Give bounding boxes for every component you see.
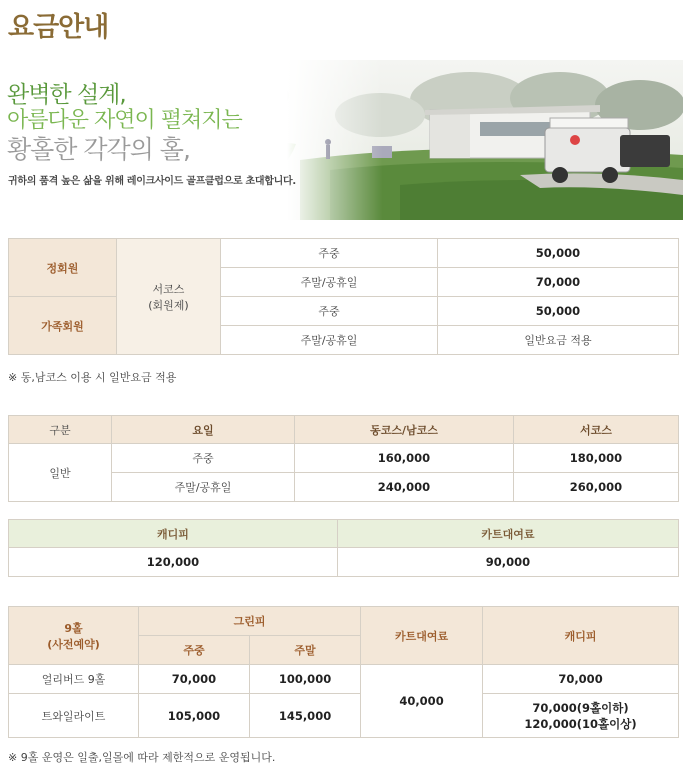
col-header-green-fee: 그린피	[139, 607, 361, 636]
col-header-caddie: 캐디피	[483, 607, 679, 665]
col-header-east-south: 동코스/남코스	[295, 416, 514, 444]
nine-weekend-price: 145,000	[250, 694, 361, 738]
general-day: 주말/공휴일	[112, 473, 295, 502]
col-header-caddie: 캐디피	[9, 520, 338, 548]
nine-caddie-price: 70,000	[483, 665, 679, 694]
member-course-name: 서코스	[152, 282, 185, 296]
member-price: 일반요금 적용	[438, 326, 679, 355]
general-fee-table	[8, 415, 679, 502]
nine-caddie-price-cell	[483, 694, 679, 738]
nine-head-sub: (사전예약)	[47, 637, 100, 651]
general-day: 주중	[112, 444, 295, 473]
member-course-sub: (회원제)	[148, 298, 189, 312]
member-group-family: 가족회원	[9, 297, 117, 355]
col-header-day: 요일	[112, 416, 295, 444]
member-fee-table	[8, 238, 679, 355]
member-note: ※ 동,남코스 이용 시 일반요금 적용	[8, 371, 177, 384]
member-price: 50,000	[438, 297, 679, 326]
col-header-weekend: 주말	[250, 636, 361, 665]
general-price-east-south: 160,000	[295, 444, 514, 473]
cart-fee: 90,000	[338, 548, 679, 577]
promo-banner	[0, 60, 683, 220]
banner-headline-3: 황홀한 각각의 홀,	[7, 135, 190, 164]
general-price-west: 260,000	[514, 473, 679, 502]
member-day: 주말/공휴일	[221, 268, 438, 297]
nine-weekday-price: 105,000	[139, 694, 250, 738]
nine-row-name: 트와일라이트	[9, 694, 139, 738]
banner-subtitle: 귀하의 품격 높은 삶을 위해 레이크사이드 골프클럽으로 초대합니다.	[8, 176, 296, 187]
nine-head-title: 9홀	[64, 621, 83, 635]
col-header-weekday: 주중	[139, 636, 250, 665]
banner-headline-2: 아름다운 자연이 펼쳐지는	[7, 108, 242, 133]
member-price: 70,000	[438, 268, 679, 297]
banner-headline-1: 완벽한 설계,	[7, 82, 126, 108]
general-group: 일반	[9, 444, 112, 502]
general-price-west: 180,000	[514, 444, 679, 473]
col-header-cart: 카트대여료	[361, 607, 483, 665]
nine-row-name: 얼리버드 9홀	[9, 665, 139, 694]
member-group-regular: 정회원	[9, 239, 117, 297]
member-course-cell	[117, 239, 221, 355]
caddie-fee: 120,000	[9, 548, 338, 577]
member-day: 주말/공휴일	[221, 326, 438, 355]
nine-hole-fee-table	[8, 606, 679, 738]
nine-weekday-price: 70,000	[139, 665, 250, 694]
service-fee-table	[8, 519, 679, 577]
nine-caddie-price-line1: 70,000(9홀이하)	[532, 700, 629, 715]
member-day: 주중	[221, 297, 438, 326]
member-price: 50,000	[438, 239, 679, 268]
nine-cart-price: 40,000	[361, 665, 483, 738]
member-day: 주중	[221, 239, 438, 268]
col-header-west: 서코스	[514, 416, 679, 444]
nine-weekend-price: 100,000	[250, 665, 361, 694]
nine-head-group	[9, 607, 139, 665]
nine-caddie-price-line2: 120,000(10홀이상)	[524, 716, 637, 731]
page-title: 요금안내	[8, 12, 109, 43]
col-header-category: 구분	[9, 416, 112, 444]
nine-note: ※ 9홀 운영은 일출,일몰에 따라 제한적으로 운영됩니다.	[8, 751, 276, 764]
general-price-east-south: 240,000	[295, 473, 514, 502]
col-header-cart: 카트대여료	[338, 520, 679, 548]
